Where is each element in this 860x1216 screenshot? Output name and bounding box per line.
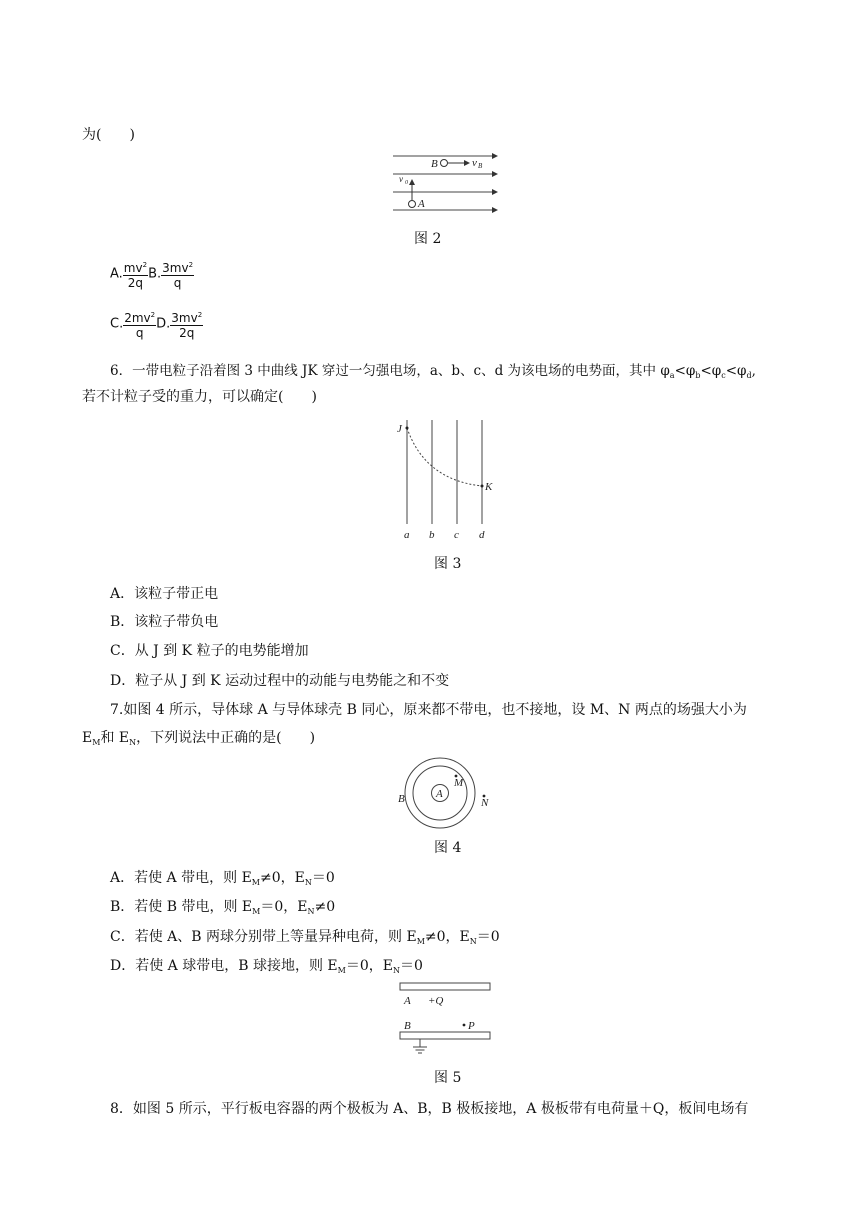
fig3-label-a: a: [404, 529, 410, 541]
figure-2-caption: 图 2: [414, 231, 442, 247]
fig4-label-M: M: [454, 777, 464, 789]
q7-stem-line1: 7.如图 4 所示，导体球 A 与导体球壳 B 同心，原来都不带电，也不接地，设 M、N 两点的场强大小为: [110, 702, 747, 718]
q7-option-d: D．若使 A 球带电，B 球接地，则 $E_M=0$，$E_N=0$: [110, 958, 423, 975]
q7-option-a: A．若使 A 带电，则 $E_M\ne 0$，$E_N=0$: [110, 870, 335, 887]
figure-2: [393, 152, 503, 218]
q5-options-row2: C. $\frac{2mv^2}{q}$ D. $\frac{3mv^2}{2q}$: [110, 308, 203, 340]
figure-5-caption: 图 5: [434, 1070, 462, 1086]
fig5-label-P: P: [468, 1020, 475, 1032]
fig4-label-B: B: [398, 793, 405, 805]
q5-option-c: $\frac{2mv^2}{q}$: [123, 308, 156, 340]
q7-option-c: C．若使 A、B 两球分别带上等量异种电荷，则 $E_M\ne 0$，$E_N=0$: [110, 929, 500, 946]
fig5-label-B: B: [404, 1020, 411, 1032]
figure-5: [398, 981, 494, 1063]
fig3-label-J: J: [397, 423, 402, 435]
fig3-label-K: K: [485, 481, 493, 493]
q7-option-b: B．若使 B 带电，则 $E_M=0$，$E_N\ne 0$: [110, 899, 336, 916]
fig2-label-vB: v: [472, 157, 477, 169]
figure-3: [395, 418, 495, 542]
q5-option-d: $\frac{3mv^2}{2q}$: [170, 308, 203, 340]
q5-option-b: $\frac{3mv^2}{q}$: [161, 258, 194, 290]
fig3-label-c: c: [454, 529, 459, 541]
figure-4-caption: 图 4: [434, 840, 462, 856]
q8-stem-line1: 8．如图 5 所示，平行板电容器的两个极板为 A、B，B 极板接地，A 极板带有电荷量＋Q，板间电场有: [110, 1101, 749, 1117]
fig3-label-d: d: [479, 529, 485, 541]
fig2-label-B: B: [431, 158, 438, 170]
q5-options-row1: A. $\frac{mv^2}{2q}$ B. $\frac{3mv^2}{q}$: [110, 258, 194, 290]
q6-option-d: D．粒子从 J 到 K 运动过程中的动能与电势能之和不变: [110, 673, 450, 689]
q5-option-a: $\frac{mv^2}{2q}$: [123, 258, 148, 290]
figure-3-caption: 图 3: [434, 556, 462, 572]
fig5-label-Q: +Q: [428, 995, 444, 1007]
svg-text:B: B: [478, 162, 483, 170]
fig2-label-A: A: [418, 198, 425, 210]
svg-text:0: 0: [405, 180, 408, 186]
q6-option-b: B．该粒子带负电: [110, 614, 219, 630]
fig2-label-v0: v: [399, 174, 403, 184]
fig3-label-b: b: [429, 529, 435, 541]
fig5-label-A: A: [404, 995, 411, 1007]
q6-option-a: A．该粒子带正电: [110, 586, 219, 602]
q5-stem-tail: 为( ): [82, 127, 135, 143]
q6-option-c: C．从 J 到 K 粒子的电势能增加: [110, 643, 309, 659]
q6-stem-line2: 若不计粒子受的重力，可以确定( ): [82, 389, 317, 405]
figure-4: [395, 755, 495, 833]
fig4-label-N: N: [481, 797, 489, 809]
q7-stem-line2: $E_M$和 $E_N$，下列说法中正确的是( ): [82, 730, 316, 747]
fig4-label-A: A: [436, 788, 443, 800]
q6-stem-line1: 6．一带电粒子沿着图 3 中曲线 JK 穿过一匀强电场，a、b、c、d 为该电场的电势面，其中 $\varphi_a<\varphi_b<\varphi_c<\varphi_d$,: [110, 363, 756, 380]
